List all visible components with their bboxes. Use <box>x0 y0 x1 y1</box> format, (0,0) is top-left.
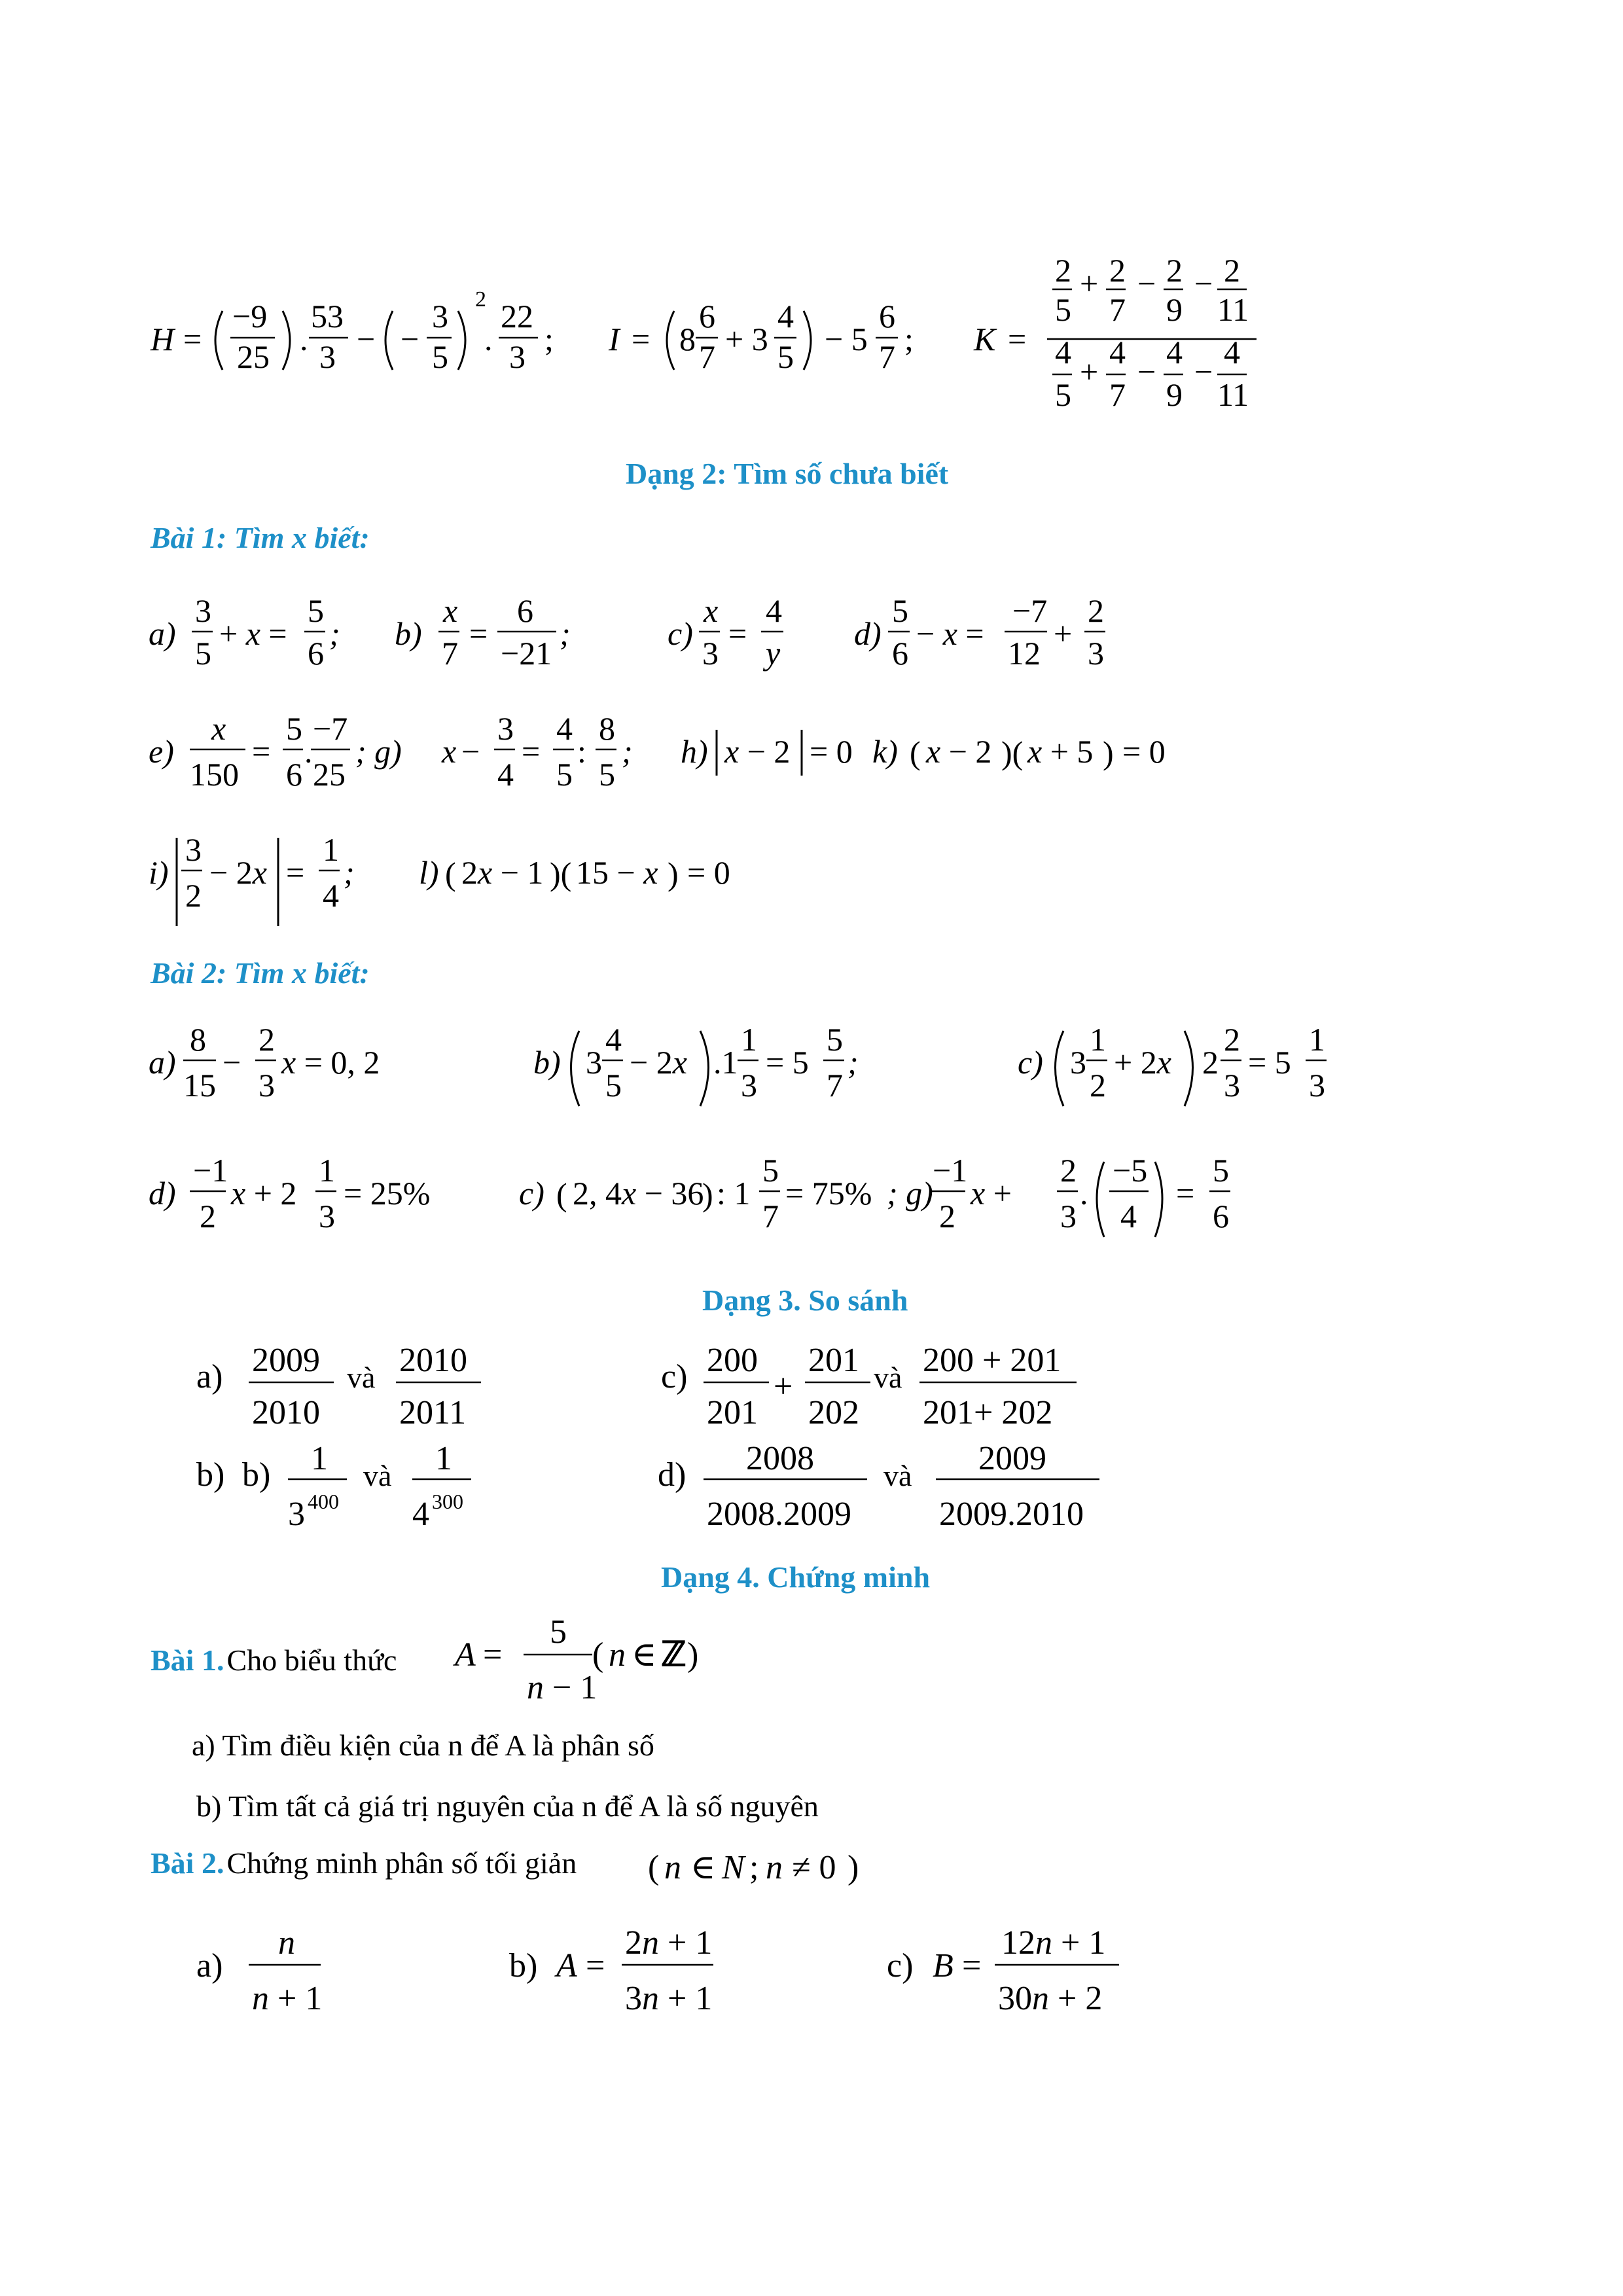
svg-text:1: 1 <box>311 1440 328 1477</box>
svg-text:2: 2 <box>259 1021 275 1058</box>
formula-toi-gian <box>190 1911 1171 2029</box>
svg-text:a): a) <box>149 1044 176 1081</box>
svg-text:k): k) <box>872 733 898 770</box>
svg-text:3: 3 <box>319 1198 335 1234</box>
svg-text::: : <box>577 733 586 770</box>
svg-text:5: 5 <box>827 1021 843 1058</box>
svg-text:−: − <box>1194 353 1213 390</box>
svg-text:4: 4 <box>1109 334 1126 370</box>
svg-text:5: 5 <box>432 338 448 375</box>
svg-text:H: H <box>151 321 175 357</box>
svg-text:b): b) <box>242 1456 271 1494</box>
formula-a-bieu-thuc <box>452 1613 746 1715</box>
svg-text:4: 4 <box>605 1021 622 1058</box>
svg-text:12n + 1: 12n + 1 <box>1001 1924 1106 1962</box>
svg-text:x: x <box>704 592 719 629</box>
svg-text:5: 5 <box>556 756 573 793</box>
svg-text:): ) <box>847 1849 859 1886</box>
svg-text:h): h) <box>681 733 708 770</box>
svg-text:− 2x: − 2x <box>630 1044 687 1081</box>
svg-text:và: và <box>363 1459 392 1492</box>
svg-text:−5: −5 <box>1113 1152 1148 1189</box>
svg-text:a): a) <box>149 615 176 652</box>
exercise-title-bai-1: Bài 1: Tìm x biết: <box>151 521 370 554</box>
svg-text:15: 15 <box>183 1067 216 1103</box>
svg-text:;: ; <box>622 733 633 770</box>
svg-text:5: 5 <box>605 1067 622 1103</box>
svg-text:3: 3 <box>1060 1198 1077 1234</box>
svg-text:=: = <box>469 615 488 652</box>
svg-text:−9: −9 <box>232 298 268 334</box>
svg-text:2008.2009: 2008.2009 <box>707 1496 851 1533</box>
formula-bai2-row1 <box>147 1018 1391 1116</box>
svg-text:− x =: − x = <box>916 615 984 652</box>
svg-text:(: ( <box>592 1636 604 1674</box>
svg-text:7: 7 <box>827 1067 843 1103</box>
svg-text:b): b) <box>395 615 422 652</box>
svg-text:−: − <box>1194 265 1213 302</box>
svg-text:4: 4 <box>1224 334 1240 370</box>
svg-text:202: 202 <box>808 1394 859 1431</box>
svg-text:5: 5 <box>550 1613 567 1651</box>
svg-text:=: = <box>286 854 305 891</box>
svg-text:=: = <box>1176 1175 1195 1211</box>
svg-text:6: 6 <box>1213 1198 1229 1234</box>
bai-1-label: Bài 1. <box>151 1643 224 1677</box>
svg-text:B: B <box>933 1947 954 1984</box>
svg-text:x: x <box>443 592 458 629</box>
svg-text:2: 2 <box>185 877 202 914</box>
svg-text:.1: .1 <box>713 1044 738 1081</box>
svg-text:4: 4 <box>1055 334 1071 370</box>
svg-text:2010: 2010 <box>252 1394 320 1431</box>
svg-text:n: n <box>766 1849 783 1886</box>
svg-text:;: ; <box>329 615 340 652</box>
svg-text:N: N <box>722 1849 745 1886</box>
svg-text:x = 0, 2: x = 0, 2 <box>281 1044 380 1081</box>
svg-text:150: 150 <box>190 756 239 793</box>
svg-text:: 1: : 1 <box>717 1175 751 1211</box>
svg-text:= 5: = 5 <box>766 1044 809 1081</box>
svg-text:2: 2 <box>1224 1021 1240 1058</box>
svg-text:n: n <box>278 1924 295 1962</box>
svg-text:d): d) <box>658 1456 687 1494</box>
svg-text:n + 1: n + 1 <box>252 1980 323 2017</box>
svg-text:3: 3 <box>702 635 719 672</box>
bai-2-label: Bài 2. <box>151 1846 224 1880</box>
svg-text:6: 6 <box>879 298 895 334</box>
svg-text:=: = <box>962 1947 982 1984</box>
svg-text:3: 3 <box>195 592 211 629</box>
svg-text:3: 3 <box>1088 635 1104 672</box>
svg-text:c): c) <box>661 1358 688 1395</box>
svg-text:2: 2 <box>1224 252 1240 289</box>
svg-text:9: 9 <box>1166 291 1183 328</box>
svg-text:+: + <box>1080 353 1099 390</box>
svg-text:7: 7 <box>699 338 715 375</box>
svg-text:): ) <box>1103 734 1114 771</box>
svg-text:12: 12 <box>1008 635 1041 672</box>
svg-text:và: và <box>874 1361 902 1394</box>
svg-text:3: 3 <box>1224 1067 1240 1103</box>
svg-text:2011: 2011 <box>399 1394 467 1431</box>
svg-text:∈: ∈ <box>690 1849 716 1886</box>
svg-text:4: 4 <box>497 756 514 793</box>
svg-text:3: 3 <box>288 1496 305 1533</box>
svg-text:K: K <box>974 321 996 357</box>
svg-text:2: 2 <box>1109 252 1126 289</box>
svg-text:8: 8 <box>679 321 696 357</box>
svg-text:a): a) <box>196 1358 223 1395</box>
svg-text:= 25%: = 25% <box>344 1175 431 1211</box>
svg-text:ℤ: ℤ <box>661 1636 687 1674</box>
svg-text:=: = <box>1008 321 1027 357</box>
svg-text:2, 4x − 36: 2, 4x − 36 <box>573 1175 704 1211</box>
svg-text:7: 7 <box>442 635 458 672</box>
svg-text:= 0: = 0 <box>687 854 730 891</box>
svg-text:.: . <box>304 733 313 770</box>
svg-text:.: . <box>300 321 308 357</box>
svg-text:2010: 2010 <box>399 1342 467 1379</box>
svg-text:b): b) <box>509 1947 538 1984</box>
svg-text:−7: −7 <box>1012 592 1048 629</box>
svg-text:;: ; <box>544 321 554 357</box>
svg-text:25: 25 <box>237 338 270 375</box>
svg-text:7: 7 <box>1109 291 1126 328</box>
svg-text:b): b) <box>196 1456 225 1494</box>
svg-text:4: 4 <box>556 710 573 747</box>
svg-text:5: 5 <box>1055 291 1071 328</box>
svg-text:−: − <box>1137 265 1156 302</box>
svg-text:và: và <box>883 1459 912 1492</box>
svg-text:(: ( <box>445 855 456 892</box>
svg-text:2009: 2009 <box>252 1342 320 1379</box>
svg-text:y: y <box>766 635 781 672</box>
formula-h-i-k <box>144 249 1309 439</box>
svg-text:= 75%: = 75% <box>785 1175 872 1211</box>
svg-text:n: n <box>609 1636 626 1674</box>
svg-text:1: 1 <box>435 1440 452 1477</box>
svg-text:3: 3 <box>185 831 202 868</box>
svg-text:1: 1 <box>741 1021 757 1058</box>
svg-text:6: 6 <box>308 635 324 672</box>
bai-2-text: Chứng minh phân số tối giản <box>226 1846 577 1880</box>
svg-text:201: 201 <box>808 1342 859 1379</box>
svg-text:; g): ; g) <box>355 733 402 770</box>
svg-text:2: 2 <box>1060 1152 1077 1189</box>
chung-minh-bai-2 <box>151 1846 577 1880</box>
svg-text:−: − <box>223 1044 241 1081</box>
svg-text:6: 6 <box>517 592 533 629</box>
svg-text:x + 5: x + 5 <box>1027 733 1094 770</box>
formula-bai2-row2 <box>147 1149 1325 1247</box>
svg-text:7: 7 <box>1109 376 1126 413</box>
bai-1-text: Cho biểu thức <box>226 1643 397 1677</box>
svg-text:;: ; <box>560 615 571 652</box>
svg-text:e): e) <box>149 733 174 770</box>
svg-text:2008: 2008 <box>746 1440 814 1477</box>
svg-text:201: 201 <box>707 1394 758 1431</box>
svg-text:1: 1 <box>1090 1021 1106 1058</box>
svg-text:=: = <box>183 321 202 357</box>
svg-text:−21: −21 <box>501 635 552 672</box>
svg-text:+: + <box>774 1368 793 1405</box>
svg-text:a): a) <box>196 1947 223 1984</box>
svg-text:400: 400 <box>308 1490 339 1513</box>
svg-text:=: = <box>586 1947 605 1984</box>
svg-text:= 5: = 5 <box>1248 1044 1291 1081</box>
svg-text:A: A <box>455 1636 476 1674</box>
svg-text:+: + <box>1054 615 1073 652</box>
svg-text:3: 3 <box>741 1067 757 1103</box>
svg-text:3: 3 <box>319 338 336 375</box>
svg-text:): ) <box>702 1176 713 1213</box>
svg-text:x: x <box>211 710 226 747</box>
exercise-title-bai-2: Bài 2: Tìm x biết: <box>151 956 370 990</box>
svg-text:8: 8 <box>190 1021 206 1058</box>
svg-text:; g): ; g) <box>887 1175 933 1211</box>
svg-text:n: n <box>664 1849 681 1886</box>
formula-so-sanh <box>190 1329 1171 1545</box>
svg-text:5: 5 <box>892 592 908 629</box>
svg-text:.: . <box>484 321 493 357</box>
svg-text:I: I <box>609 321 620 357</box>
svg-text:d): d) <box>149 1175 176 1211</box>
svg-text:5: 5 <box>599 756 615 793</box>
svg-text:6: 6 <box>699 298 715 334</box>
svg-text:5: 5 <box>1213 1152 1229 1189</box>
formula-bai1-row2 <box>147 710 1194 808</box>
svg-text:A: A <box>556 1947 577 1984</box>
svg-text:−: − <box>357 321 376 357</box>
svg-text:=: = <box>252 733 271 770</box>
formula-bai1-row1 <box>147 579 1194 677</box>
svg-text:(: ( <box>556 1176 567 1213</box>
svg-text:4: 4 <box>1166 334 1183 370</box>
svg-text:30n + 2: 30n + 2 <box>998 1980 1103 2017</box>
svg-text:+ x =: + x = <box>219 615 287 652</box>
svg-text:4: 4 <box>323 877 339 914</box>
svg-text:): ) <box>668 855 679 892</box>
svg-text:2: 2 <box>1202 1044 1219 1081</box>
svg-text:c): c) <box>519 1175 544 1211</box>
svg-text:x: x <box>442 733 457 770</box>
svg-text:c): c) <box>887 1947 914 1984</box>
svg-text:3: 3 <box>1070 1044 1086 1081</box>
formula-bai1-row3 <box>147 828 933 926</box>
svg-text:i): i) <box>149 854 169 891</box>
svg-text:−: − <box>401 321 419 357</box>
svg-text:3: 3 <box>259 1067 275 1103</box>
chung-minh-bai-1 <box>151 1643 397 1677</box>
svg-text:x − 2: x − 2 <box>724 733 791 770</box>
svg-text:;: ; <box>904 321 914 357</box>
svg-text:+ 3: + 3 <box>725 321 768 357</box>
svg-text:3: 3 <box>1309 1067 1325 1103</box>
svg-text:4: 4 <box>777 298 794 334</box>
svg-text:2: 2 <box>939 1198 955 1234</box>
svg-text:11: 11 <box>1217 291 1249 328</box>
svg-text:2n + 1: 2n + 1 <box>625 1924 713 1962</box>
svg-text:5: 5 <box>1055 376 1071 413</box>
svg-text:22: 22 <box>501 298 533 334</box>
svg-text:− 2x: − 2x <box>209 854 267 891</box>
svg-text:9: 9 <box>1166 376 1183 413</box>
svg-text:=: = <box>632 321 651 357</box>
svg-text:∈: ∈ <box>632 1636 657 1674</box>
svg-text:53: 53 <box>311 298 344 334</box>
svg-text:+: + <box>1080 265 1099 302</box>
svg-text:l): l) <box>419 854 439 891</box>
svg-text:2: 2 <box>1166 252 1183 289</box>
svg-text:2: 2 <box>200 1198 216 1234</box>
svg-text:= 0: = 0 <box>1122 733 1166 770</box>
svg-text:.: . <box>1080 1175 1088 1211</box>
svg-text:7: 7 <box>879 338 895 375</box>
svg-text:3: 3 <box>497 710 514 747</box>
svg-text:−7: −7 <box>313 710 348 747</box>
section-heading-dang-2: Dạng 2: Tìm số chưa biết <box>626 457 949 490</box>
svg-text:2009.2010: 2009.2010 <box>939 1496 1084 1533</box>
svg-text:2: 2 <box>475 287 486 312</box>
svg-text:4: 4 <box>1120 1198 1137 1234</box>
svg-text:5: 5 <box>308 592 324 629</box>
svg-text:25: 25 <box>313 756 346 793</box>
svg-text:b): b) <box>533 1044 561 1081</box>
svg-text:c): c) <box>1018 1044 1043 1081</box>
svg-text:và: và <box>347 1361 376 1394</box>
svg-text:3: 3 <box>432 298 448 334</box>
svg-text:3n + 1: 3n + 1 <box>625 1980 713 2017</box>
svg-text:1: 1 <box>323 831 339 868</box>
svg-text:7: 7 <box>762 1198 779 1234</box>
svg-text:x +: x + <box>971 1175 1012 1211</box>
svg-text:c): c) <box>668 615 693 652</box>
svg-text:11: 11 <box>1217 376 1249 413</box>
svg-text:= 0: = 0 <box>810 733 853 770</box>
chung-minh-item-b: b) Tìm tất cả giá trị nguyên của n để A là số nguyên <box>196 1789 819 1823</box>
svg-text:5: 5 <box>762 1152 779 1189</box>
svg-text:;: ; <box>847 1044 859 1081</box>
svg-text:2: 2 <box>1055 252 1071 289</box>
svg-text:2: 2 <box>1090 1067 1106 1103</box>
svg-text:): ) <box>687 1636 699 1674</box>
svg-text:4: 4 <box>412 1496 429 1533</box>
svg-text:1: 1 <box>1309 1021 1325 1058</box>
svg-text:300: 300 <box>432 1490 463 1513</box>
chung-minh-item-a: a) Tìm điều kiện của n để A là phân số <box>192 1729 654 1762</box>
svg-text:−1: −1 <box>933 1152 968 1189</box>
svg-text:5: 5 <box>286 710 302 747</box>
svg-text:−: − <box>1137 353 1156 390</box>
svg-text:(: ( <box>648 1849 660 1886</box>
formula-dieu-kien-n <box>645 1842 906 1895</box>
svg-text:− 5: − 5 <box>825 321 868 357</box>
svg-text:n − 1: n − 1 <box>527 1669 597 1706</box>
svg-text:2x − 1: 2x − 1 <box>461 854 544 891</box>
section-heading-dang-4: Dạng 4. Chứng minh <box>661 1560 931 1594</box>
svg-text:6: 6 <box>286 756 302 793</box>
svg-text:;: ; <box>749 1849 759 1886</box>
svg-text:3: 3 <box>586 1044 602 1081</box>
svg-text:6: 6 <box>892 635 908 672</box>
svg-text:4: 4 <box>766 592 782 629</box>
section-heading-dang-3: Dạng 3. So sánh <box>702 1283 908 1317</box>
svg-text:;: ; <box>344 854 355 891</box>
svg-text:15 − x: 15 − x <box>576 854 658 891</box>
svg-text:)(: )( <box>550 855 572 892</box>
svg-text:d): d) <box>854 615 882 652</box>
svg-text:8: 8 <box>599 710 615 747</box>
svg-text:2009: 2009 <box>978 1440 1046 1477</box>
svg-text:−: − <box>461 733 480 770</box>
svg-text:5: 5 <box>777 338 794 375</box>
svg-text:3: 3 <box>509 338 526 375</box>
svg-text:=: = <box>483 1636 503 1674</box>
svg-text:)(: )( <box>1001 734 1024 771</box>
svg-text:+ 2x: + 2x <box>1114 1044 1171 1081</box>
svg-text:x + 2: x + 2 <box>231 1175 297 1211</box>
svg-text:2: 2 <box>1088 592 1104 629</box>
svg-text:5: 5 <box>195 635 211 672</box>
svg-text:(: ( <box>910 734 921 771</box>
svg-text:≠ 0: ≠ 0 <box>792 1849 836 1886</box>
svg-text:=: = <box>522 733 541 770</box>
svg-text:1: 1 <box>319 1152 335 1189</box>
svg-text:200 + 201: 200 + 201 <box>923 1342 1061 1379</box>
svg-text:200: 200 <box>707 1342 758 1379</box>
svg-text:201+ 202: 201+ 202 <box>923 1394 1053 1431</box>
svg-text:−1: −1 <box>193 1152 228 1189</box>
svg-text:=: = <box>728 615 747 652</box>
svg-text:x − 2: x − 2 <box>926 733 992 770</box>
